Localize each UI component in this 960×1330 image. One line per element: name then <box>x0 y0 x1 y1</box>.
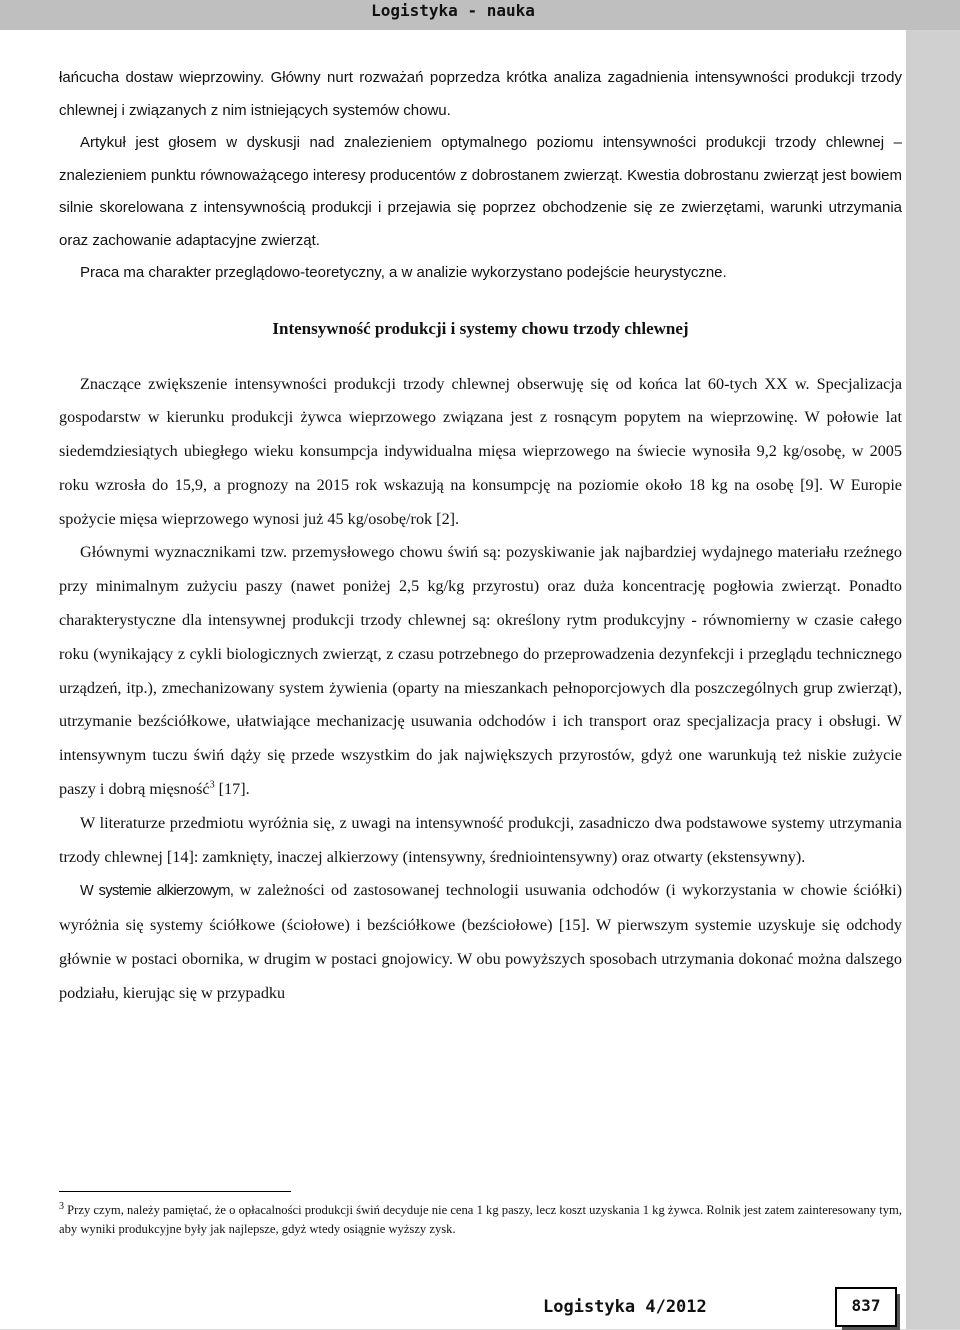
paragraph-method: Praca ma charakter przeglądowo-teoretyczny, a w analizie wykorzystano podejście heurystyczne. <box>80 264 727 281</box>
paragraph-consumption: Znaczące zwiększenie intensywności produkcji trzody chlewnej obserwuję się od końca lat 60-tych XX w. Specjalizacja gospodarstw w kierunku produkcji żywca wieprzowego związana jest z rosnącym popytem na wieprzowinę. W połowie lat siedemdziesiątych ubiegłego wieku konsumpcja indywidualna mięsa wieprzowego na świecie wynosiła 9,2 kg/osobę, w 2005 roku wzrosła do 15,9, a prognozy na 2015 rok wskazują na konsumpcję na poziomie około 18 kg na osobę [9]. W Europie spożycie mięsa wieprzowego wynosi już 45 kg/osobę/rok [2]. <box>59 374 902 528</box>
page <box>0 30 906 1329</box>
footnote-reference: 3 <box>209 779 215 791</box>
footnote-text: Przy czym, należy pamiętać, że o opłacalności produkcji świń decyduje nie cena 1 kg paszy, lecz koszt uzyskania 1 kg żywca. Rolnik jest zatem zainteresowany tym, aby wyniki produkcyjne były jak najlepsze, gdyż wtedy osiągnie wyższy zysk. <box>59 1203 902 1236</box>
page-margin-strip <box>906 30 960 1329</box>
running-header: Logistyka - nauka <box>371 1 535 20</box>
journal-footer: Logistyka 4/2012 <box>543 1297 707 1317</box>
paragraph-industrial-breeding <box>59 536 902 806</box>
article-body <box>59 62 902 1011</box>
emphasis-lead: W systemie alkierzowym, <box>80 883 234 900</box>
paragraph-article-aim: Artykuł jest głosem w dyskusji nad znalezieniem optymalnego poziomu intensywności produkcji trzody chlewnej – znalezieniem punktu równoważącego interesy producentów z dobrostanem zwierząt. Kwestia dobrostanu zwierząt jest bowiem silnie skorelowana z intensywnością produkcji i przejawia się poprzez obchodzenie się ze zwierzętami, warunki utrzymania oraz zachowanie adaptacyjne zwierząt. <box>59 134 902 249</box>
paragraph-text: w zależności od zastosowanej technologii usuwania odchodów (i wykorzystania w chowie ściółki) wyróżnia się systemy ściółkowe (ściołowe) i bezściółkowe (bezściołowe) [15]. W pierwszym systemie uzyskuje się odchody głównie w postaci obornika, w drugim w postaci gnojowicy. W obu powyższych sposobach utrzymania dokonać można dalszego podziału, kierując się w przypadku <box>59 881 902 1002</box>
paragraph-intro-end: łańcucha dostaw wieprzowiny. Główny nurt rozważań poprzedza krótka analiza zagadnienia intensywności produkcji trzody chlewnej i związanych z nim istniejących systemów chowu. <box>59 69 902 119</box>
footnote <box>59 1201 902 1239</box>
section-heading: Intensywność produkcji i systemy chowu trzody chlewnej <box>272 318 689 338</box>
footnote-number: 3 <box>59 1200 64 1212</box>
page-number: 837 <box>851 1296 881 1315</box>
footnote-divider <box>59 1191 291 1192</box>
citation: [17]. <box>214 780 250 799</box>
page-number-box <box>835 1287 897 1327</box>
paragraph-systems: W literaturze przedmiotu wyróżnia się, z uwagi na intensywność produkcji, zasadniczo dwa podstawowe systemy utrzymania trzody chlewnej [14]: zamknięty, inaczej alkierzowy (intensywny, średniointensywny) oraz otwarty (ekstensywny). <box>59 813 902 866</box>
paragraph-alkierz-system <box>59 874 902 1010</box>
paragraph-text: Głównymi wyznacznikami tzw. przemysłowego chowu świń są: pozyskiwanie jak najbardziej wydajnego materiału rzeźnego przy minimalnym zużyciu paszy (nawet poniżej 2,5 kg/kg przyrostu) oraz duża koncentrację pogłowia zwierząt. Ponadto charakterystyczne dla intensywnej produkcji trzody chlewnej są: określony rytm produkcyjny - równomierny w czasie całego roku (wynikający z cykli biologicznych zwierząt, z czasu potrzebnego do przeprowadzenia dezynfekcji i przeglądu technicznego urządzeń, itp.), zmechanizowany system żywienia (oparty na mieszankach pełnoporcjowych dla poszczególnych grup zwierząt), utrzymanie bezściółkowe, ułatwiające mechanizację usuwania odchodów i ich transport oraz specjalizacja pracy i obsługi. W intensywnym tuczu świń dąży się przede wszystkim do jak największych przyrostów, gdyż one warunkują też niskie zużycie paszy i dobrą mięsność <box>59 543 902 799</box>
